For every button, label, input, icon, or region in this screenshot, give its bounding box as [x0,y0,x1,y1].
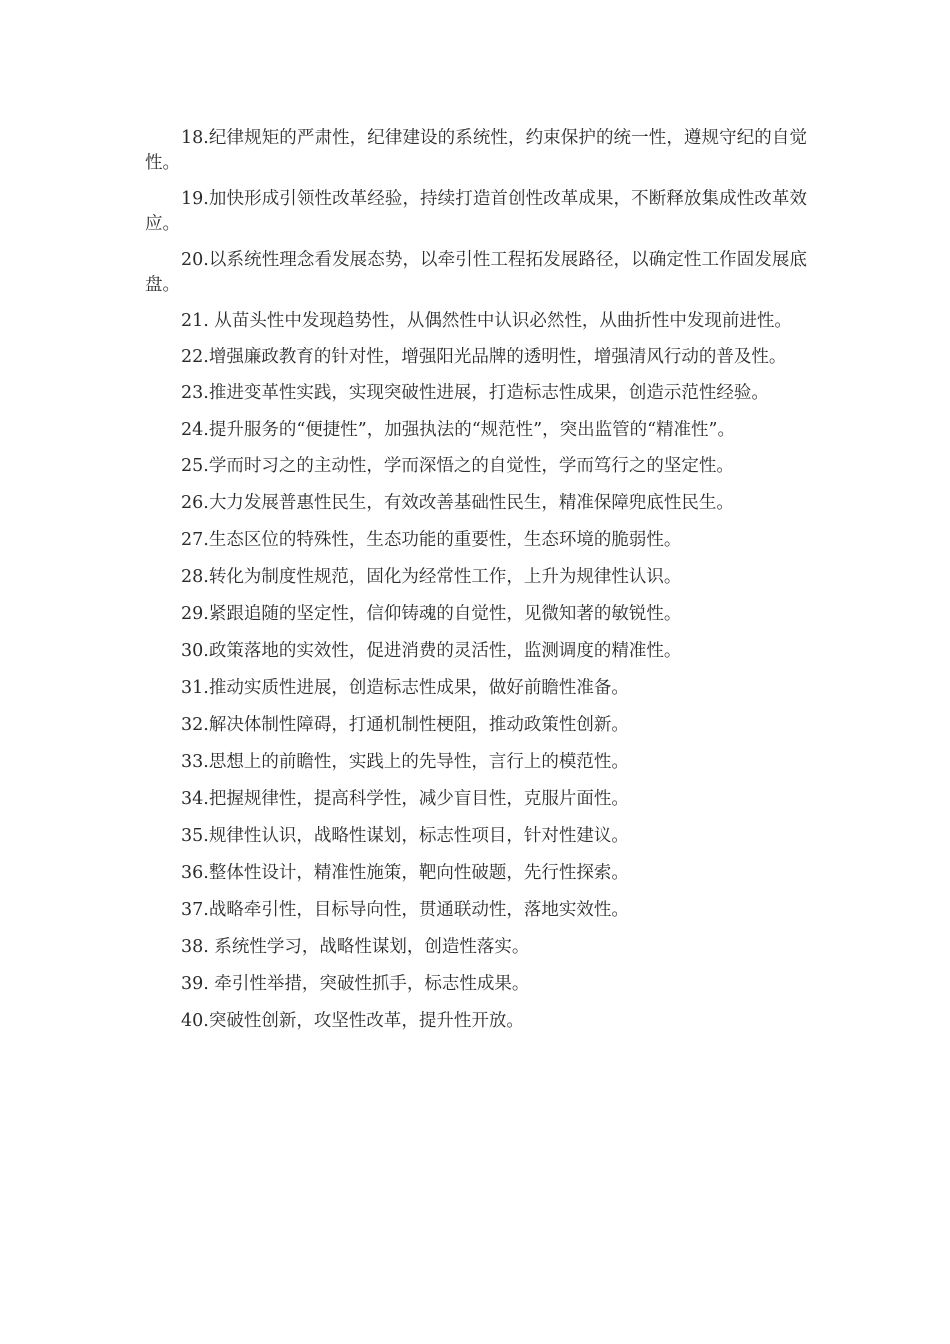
list-item-37: 37.战略牵引性，目标导向性，贯通联动性，落地实效性。 [181,900,629,920]
list-item-40: 40.突破性创新，攻坚性改革，提升性开放。 [181,1011,524,1031]
list-item-18: 18.纪律规矩的严肃性，纪律建设的系统性，约束保护的统一性，遵规守纪的自觉性。 [145,128,807,173]
list-item-27: 27.生态区位的特殊性，生态功能的重要性，生态环境的脆弱性。 [181,530,682,550]
list-item-22: 22.增强廉政教育的针对性，增强阳光品牌的透明性，增强清风行动的普及性。 [181,347,787,367]
list-item-31: 31.推动实质性进展，创造标志性成果，做好前瞻性准备。 [181,678,629,698]
document-body [145,126,807,1046]
list-item-26: 26.大力发展普惠性民生，有效改善基础性民生，精准保障兜底性民生。 [181,493,734,513]
list-item-34: 34.把握规律性，提高科学性，减少盲目性，克服片面性。 [181,789,629,809]
list-item-32: 32.解决体制性障碍，打通机制性梗阻，推动政策性创新。 [181,715,629,735]
list-item-25: 25.学而时习之的主动性，学而深悟之的自觉性，学而笃行之的坚定性。 [181,456,734,476]
list-item-33: 33.思想上的前瞻性，实践上的先导性，言行上的模范性。 [181,752,629,772]
list-item-19: 19.加快形成引领性改革经验，持续打造首创性改革成果，不断释放集成性改革效应。 [145,189,807,234]
list-item-20: 20.以系统性理念看发展态势，以牵引性工程拓发展路径，以确定性工作固发展底盘。 [145,250,807,295]
list-item-21: 21. 从苗头性中发现趋势性，从偶然性中认识必然性，从曲折性中发现前进性。 [181,311,792,331]
list-item-36: 36.整体性设计，精准性施策，靶向性破题，先行性探索。 [181,863,629,883]
list-item-23: 23.推进变革性实践，实现突破性进展，打造标志性成果，创造示范性经验。 [181,383,769,403]
list-item-38: 38. 系统性学习，战略性谋划，创造性落实。 [181,937,530,957]
list-item-35: 35.规律性认识，战略性谋划，标志性项目，针对性建议。 [181,826,629,846]
list-item-28: 28.转化为制度性规范，固化为经常性工作，上升为规律性认识。 [181,567,682,587]
list-item-29: 29.紧跟追随的坚定性，信仰铸魂的自觉性，见微知著的敏锐性。 [181,604,682,624]
list-item-39: 39. 牵引性举措，突破性抓手，标志性成果。 [181,974,530,994]
list-item-30: 30.政策落地的实效性，促进消费的灵活性，监测调度的精准性。 [181,641,682,661]
list-item-24: 24.提升服务的“便捷性”，加强执法的“规范性”，突出监管的“精准性”。 [181,420,736,440]
